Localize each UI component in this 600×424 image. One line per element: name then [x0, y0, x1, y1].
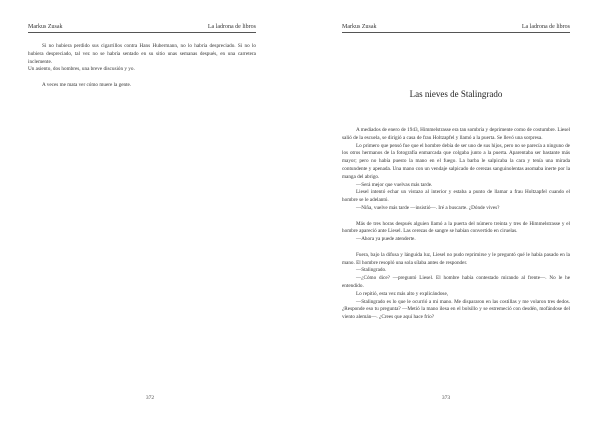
page-number: 373 [441, 395, 451, 401]
header-author: Markus Zusak [342, 24, 377, 30]
right-page [300, 0, 600, 424]
paragraph: —Niña, vuelve más tarde —insistió—. Iré a buscarte. ¿Dónde vives? [356, 204, 500, 211]
paragraph: Fuera, bajo la difusa y lánguida luz, Liesel no pudo reprimirse y le preguntó qué le había pasado en la mano. El hombre resopló una sola sílaba antes de responder. [342, 251, 570, 266]
paragraph: Más de tres horas después alguien llamó a la puerta del número treinta y tres de Himmelstrasse y el hombre apareció ante Liesel. Las cerezas de sangre se habían convertido en ciruelas. [342, 220, 570, 235]
running-header [342, 22, 570, 32]
body-text [342, 127, 570, 322]
running-header [28, 22, 256, 32]
paragraph: A mediados de enero de 1943, Himmelstrasse era tan sombría y deprimente como de costumbre. Liesel salió de la escuela, se dirigió a casa de frau Holtzapfel y llamó a la puerta. Se llevó una sorpresa. [342, 127, 570, 141]
paragraph: Si no hubiera perdido sus cigarrillos contra Hans Hubermann, no lo habría despreciado. Si no lo hubiera despreciado, tal vez no se habría sentado en su sitio unas semanas después, en una carretera inclemente. [28, 43, 256, 65]
header-rule [342, 32, 570, 33]
paragraph: —¿Cómo dice? —preguntó Liesel. El hombre había contestado mirando al frente—. No le he entendido. [342, 275, 570, 289]
body-text [28, 43, 256, 90]
paragraph: Lo repitió, esta vez más alto y explicándose, [356, 290, 449, 297]
header-rule [28, 32, 256, 33]
header-book-title: La ladrona de libros [207, 24, 256, 30]
paragraph: Liesel intentó echar un vistazo al interior y estaba a punto de llamar a frau Holtzapfel cuando el hombre se le adelantó. [342, 189, 570, 204]
paragraph: —Será mejor que vuelvas más tarde. [356, 181, 433, 188]
paragraph: —Ahora ya puede atenderte. [356, 236, 416, 243]
paragraph: Un asiento, dos hombres, una breve discusión y yo. [28, 66, 135, 73]
header-author: Markus Zusak [28, 24, 63, 30]
page-number: 372 [145, 395, 155, 401]
chapter-title: Las nieves de Stalingrado [409, 89, 503, 99]
paragraph: A veces me mata ver cómo muere la gente. [42, 81, 132, 88]
paragraph: —Stalingrado es lo que le ocurrió a mi mano. Me dispararon en las costillas y me volaron tres dedos. ¿Responde eso tu pregunta? —Metió la mano ilesa en el bolsillo y se estremeció con desdén, mofándose del viento alemán—. ¿Crees que aquí hace frío? [342, 298, 570, 321]
paragraph: Lo primero que pensó fue que el hombre debía de ser uno de sus hijos, pero no se parecía a ninguno de los otros hermanos de la fotografía enmarcada que colgaba junto a la puerta. Aparentaba ser bastante más mayor; pero no había puesto la mano en el fuego. La barba le salpicaba la cara y tenía una mirada contundente y apenada. Una mano con un vendaje salpicado de cerezas sanguinolentas asomaba inerte por la manga del abrigo. [342, 142, 570, 180]
header-book-title: La ladrona de libros [521, 24, 570, 30]
paragraph: —Stalingrado. [356, 267, 387, 274]
